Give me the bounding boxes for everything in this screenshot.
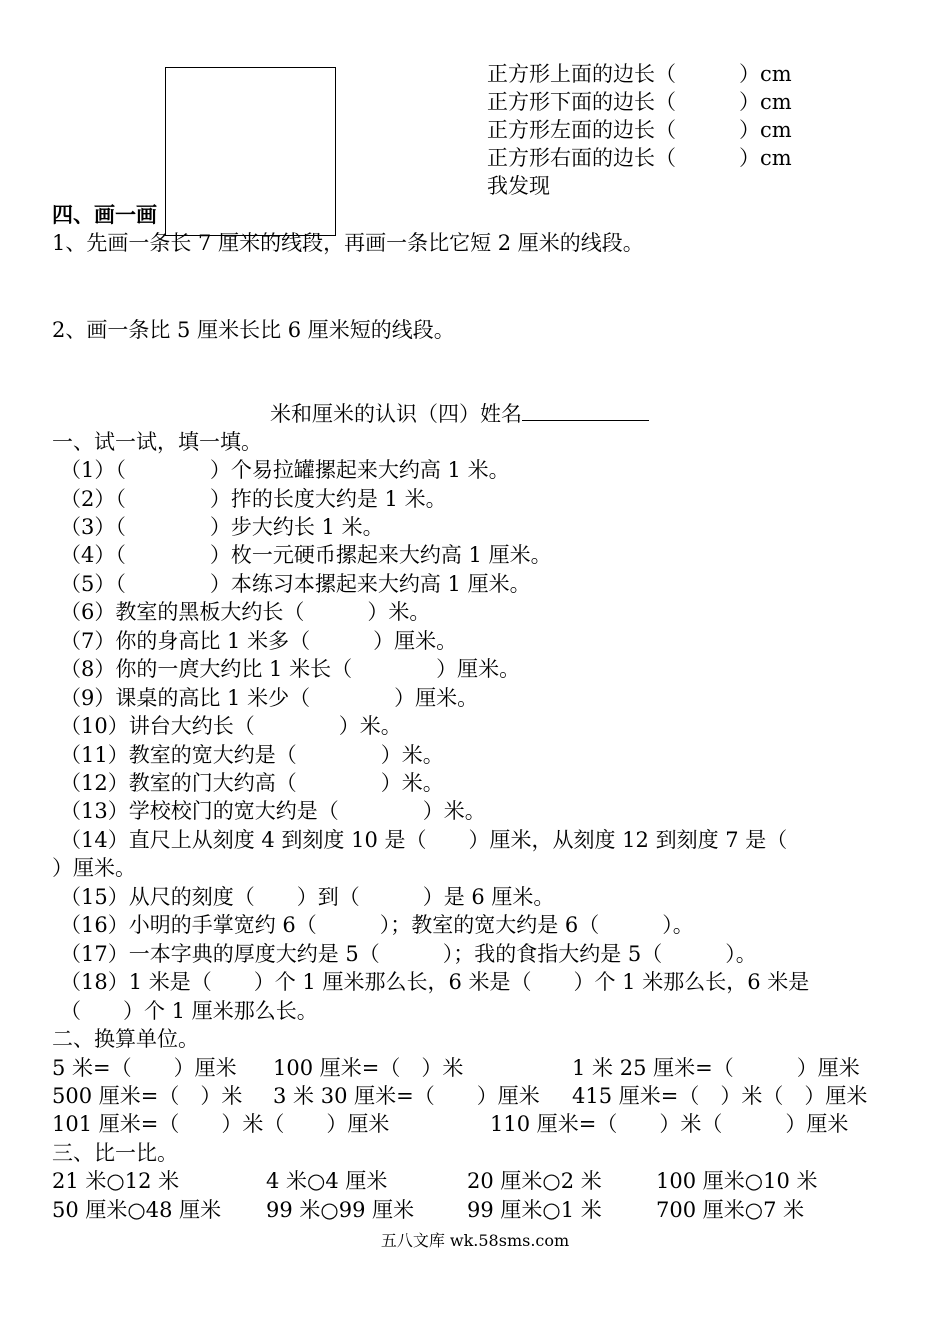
square-question-left: 正方形左面的边长（ ）cm [487,118,792,142]
part3-row2-col4: 700 厘米○7 米 [656,1198,805,1222]
part3-row2-col2: 99 米○99 厘米 [266,1198,415,1222]
square-figure-overlay [165,67,336,236]
part3-row2-col1: 50 厘米○48 厘米 [52,1198,222,1222]
part2-row3-col2: 110 厘米=（ ）米（ ）厘米 [490,1112,849,1136]
section4-item-2: 2、画一条比 5 厘米长比 6 厘米短的线段。 [52,318,455,342]
part1-item-15: （15）从尺的刻度（ ）到（ ）是 6 厘米。 [60,885,555,909]
part2-row1-col2: 100 厘米=（ ）米 [273,1056,464,1080]
section4-heading: 四、画一画 [52,202,157,227]
part3-heading: 三、比一比。 [52,1141,178,1165]
part1-item-4: （4）（ ）枚一元硬币摞起来大约高 1 厘米。 [60,543,552,567]
square-finding: 我发现 [487,174,550,198]
part1-item-2: （2）（ ）拃的长度大约是 1 米。 [60,487,447,511]
worksheet-title [270,398,649,428]
square-question-bottom: 正方形下面的边长（ ）cm [487,90,792,114]
part2-row1-col3: 1 米 25 厘米=（ ）厘米 [572,1056,860,1080]
square-question-right: 正方形右面的边长（ ）cm [487,146,792,170]
name-blank[interactable] [522,398,649,421]
part3-row1-col3: 20 厘米○2 米 [467,1169,602,1193]
part3-row1-col1: 21 米○12 米 [52,1169,180,1193]
worksheet-title-text: 米和厘米的认识（四）姓名 [270,402,522,426]
part3-row2-col3: 99 厘米○1 米 [467,1198,602,1222]
part1-item-8: （8）你的一庹大约比 1 米长（ ）厘米。 [60,657,521,681]
part1-item-11: （11）教室的宽大约是（ ）米。 [60,743,444,767]
part2-heading: 二、换算单位。 [52,1027,199,1051]
part1-item-1: （1）（ ）个易拉罐摞起来大约高 1 米。 [60,458,510,482]
footer-watermark: 五八文库 wk.58sms.com [380,1231,570,1250]
part1-item-10: （10）讲台大约长（ ）米。 [60,714,402,738]
part2-row2-col2: 3 米 30 厘米=（ ）厘米 [273,1084,540,1108]
part2-row1-col1: 5 米=（ ）厘米 [52,1056,237,1080]
part1-item-12: （12）教室的门大约高（ ）米。 [60,771,444,795]
part1-item-13: （13）学校校门的宽大约是（ ）米。 [60,799,486,823]
part1-item-7: （7）你的身高比 1 米多（ ）厘米。 [60,629,458,653]
part1-item-14: （14）直尺上从刻度 4 到刻度 10 是（ ）厘米，从刻度 12 到刻度 7 是（ [60,828,788,852]
part3-row1-col4: 100 厘米○10 米 [656,1169,818,1193]
part1-item-14-cont: ）厘米。 [52,856,136,880]
part3-row1-col2: 4 米○4 厘米 [266,1169,388,1193]
part1-heading: 一、试一试，填一填。 [52,430,262,454]
part2-row3-col1: 101 厘米=（ ）米（ ）厘米 [52,1112,390,1136]
part1-item-9: （9）课桌的高比 1 米少（ ）厘米。 [60,686,479,710]
part1-item-17: （17）一本字典的厚度大约是 5（ ）；我的食指大约是 5（ ）。 [60,942,757,966]
square-question-top: 正方形上面的边长（ ）cm [487,62,792,86]
part1-item-5: （5）（ ）本练习本摞起来大约高 1 厘米。 [60,572,531,596]
part2-row2-col3: 415 厘米=（ ）米（ ）厘米 [572,1084,868,1108]
part1-item-3: （3）（ ）步大约长 1 米。 [60,515,384,539]
part1-item-6: （6）教室的黑板大约长（ ）米。 [60,600,431,624]
part2-row2-col1: 500 厘米=（ ）米 [52,1084,243,1108]
part1-item-16: （16）小明的手掌宽约 6（ ）；教室的宽大约是 6（ ）。 [60,913,694,937]
part1-item-18: （18）1 米是（ ）个 1 厘米那么长，6 米是（ ）个 1 米那么长，6 米是 [60,970,810,994]
part1-item-18-cont: （ ）个 1 厘米那么长。 [60,999,318,1023]
section4-item-1: 1、先画一条长 7 厘米的线段，再画一条比它短 2 厘米的线段。 [52,231,644,255]
